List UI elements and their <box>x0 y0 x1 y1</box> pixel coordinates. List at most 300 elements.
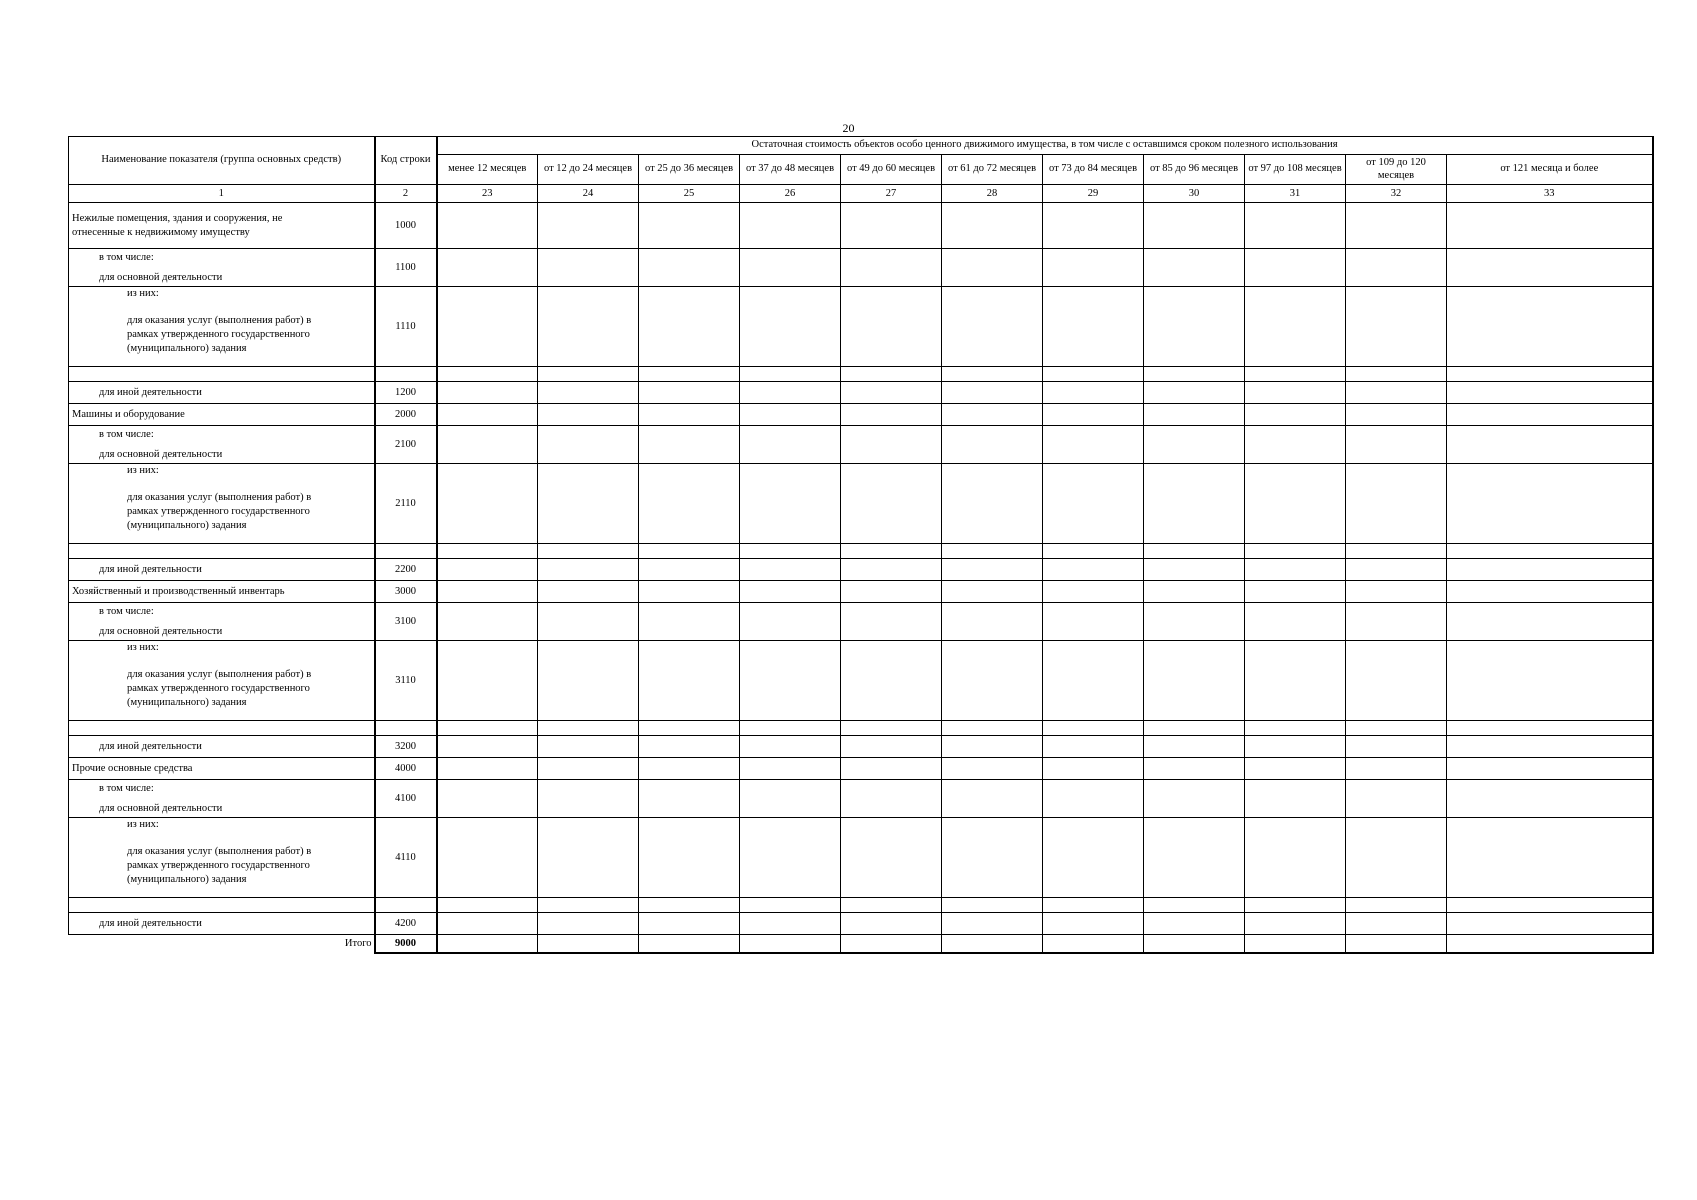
value-cell[interactable] <box>437 780 538 818</box>
value-cell[interactable] <box>1346 736 1447 758</box>
row-code: 4100 <box>375 780 437 818</box>
value-cell[interactable] <box>1447 818 1653 898</box>
value-cell[interactable] <box>437 581 538 603</box>
value-cell[interactable] <box>942 913 1043 935</box>
value-cell[interactable] <box>1144 203 1245 249</box>
row-code: 1200 <box>375 382 437 404</box>
total-value-cell[interactable] <box>1346 935 1447 954</box>
value-cell[interactable] <box>740 736 841 758</box>
total-value-cell[interactable] <box>740 935 841 954</box>
value-cell[interactable] <box>740 581 841 603</box>
value-cell[interactable] <box>639 581 740 603</box>
total-value-cell[interactable] <box>841 935 942 954</box>
value-cell[interactable] <box>1144 898 1245 913</box>
header-period-2: от 12 до 24 месяцев <box>538 155 639 185</box>
value-cell[interactable] <box>1043 559 1144 581</box>
value-cell[interactable] <box>1245 898 1346 913</box>
row-name-line: из них: <box>127 642 159 653</box>
value-cell[interactable] <box>841 603 942 641</box>
value-cell[interactable] <box>1144 913 1245 935</box>
row-indicator-name <box>69 603 375 641</box>
value-cell[interactable] <box>1245 544 1346 559</box>
value-cell[interactable] <box>538 581 639 603</box>
value-cell[interactable] <box>639 559 740 581</box>
value-cell[interactable] <box>942 641 1043 721</box>
value-cell[interactable] <box>639 249 740 287</box>
value-cell[interactable] <box>841 404 942 426</box>
row-code: 2000 <box>375 404 437 426</box>
value-cell[interactable] <box>1346 641 1447 721</box>
value-cell[interactable] <box>437 426 538 464</box>
value-cell[interactable] <box>1346 382 1447 404</box>
value-cell[interactable] <box>1043 736 1144 758</box>
value-cell[interactable] <box>1144 404 1245 426</box>
value-cell[interactable] <box>1245 559 1346 581</box>
value-cell[interactable] <box>942 382 1043 404</box>
value-cell[interactable] <box>942 603 1043 641</box>
value-cell[interactable] <box>1043 544 1144 559</box>
value-cell[interactable] <box>841 203 942 249</box>
header-row-code: Код строки <box>375 137 437 185</box>
value-cell[interactable] <box>841 544 942 559</box>
value-cell[interactable] <box>538 382 639 404</box>
value-cell[interactable] <box>942 818 1043 898</box>
value-cell[interactable] <box>1245 758 1346 780</box>
row-name-line: для оказания услуг (выполнения работ) в <box>127 492 312 504</box>
value-cell[interactable] <box>639 464 740 544</box>
value-cell[interactable] <box>538 559 639 581</box>
total-value-cell[interactable] <box>538 935 639 954</box>
row-name-line <box>127 832 371 846</box>
value-cell[interactable] <box>942 464 1043 544</box>
value-cell[interactable] <box>437 913 538 935</box>
table-row <box>69 603 1653 641</box>
value-cell[interactable] <box>1245 287 1346 367</box>
row-indicator-name <box>69 382 375 404</box>
value-cell[interactable] <box>1043 913 1144 935</box>
value-cell[interactable] <box>437 249 538 287</box>
value-cell[interactable] <box>1245 641 1346 721</box>
row-name-line: для иной деятельности <box>99 740 202 752</box>
residual-value-table <box>68 136 1654 954</box>
total-value-cell[interactable] <box>1043 935 1144 954</box>
value-cell[interactable] <box>1144 736 1245 758</box>
value-cell[interactable] <box>1043 287 1144 367</box>
value-cell[interactable] <box>1346 464 1447 544</box>
value-cell[interactable] <box>841 736 942 758</box>
value-cell[interactable] <box>639 641 740 721</box>
value-cell[interactable] <box>942 758 1043 780</box>
value-cell[interactable] <box>841 898 942 913</box>
value-cell[interactable] <box>639 603 740 641</box>
value-cell[interactable] <box>639 758 740 780</box>
row-indicator-name <box>69 721 375 736</box>
value-cell[interactable] <box>1346 249 1447 287</box>
value-cell[interactable] <box>1346 559 1447 581</box>
value-cell[interactable] <box>437 641 538 721</box>
value-cell[interactable] <box>538 641 639 721</box>
value-cell[interactable] <box>1043 758 1144 780</box>
value-cell[interactable] <box>740 249 841 287</box>
value-cell[interactable] <box>437 367 538 382</box>
value-cell[interactable] <box>740 603 841 641</box>
value-cell[interactable] <box>740 287 841 367</box>
total-row <box>69 935 1653 954</box>
value-cell[interactable] <box>1144 721 1245 736</box>
value-cell[interactable] <box>1043 367 1144 382</box>
value-cell[interactable] <box>740 758 841 780</box>
value-cell[interactable] <box>1043 898 1144 913</box>
value-cell[interactable] <box>1245 721 1346 736</box>
spacer-row <box>69 367 1653 382</box>
value-cell[interactable] <box>841 559 942 581</box>
value-cell[interactable] <box>1245 464 1346 544</box>
value-cell[interactable] <box>538 721 639 736</box>
value-cell[interactable] <box>1447 603 1653 641</box>
total-value-cell[interactable] <box>1245 935 1346 954</box>
table-row <box>69 780 1653 818</box>
value-cell[interactable] <box>1245 426 1346 464</box>
value-cell[interactable] <box>1144 780 1245 818</box>
header-period-6: от 61 до 72 месяцев <box>942 155 1043 185</box>
value-cell[interactable] <box>639 898 740 913</box>
value-cell[interactable] <box>1144 464 1245 544</box>
value-cell[interactable] <box>1447 544 1653 559</box>
value-cell[interactable] <box>1447 426 1653 464</box>
value-cell[interactable] <box>942 721 1043 736</box>
column-number: 27 <box>841 185 942 203</box>
value-cell[interactable] <box>1144 249 1245 287</box>
value-cell[interactable] <box>538 203 639 249</box>
value-cell[interactable] <box>1346 287 1447 367</box>
value-cell[interactable] <box>1043 721 1144 736</box>
value-cell[interactable] <box>942 544 1043 559</box>
row-code: 4000 <box>375 758 437 780</box>
row-name-line: (муниципального) задания <box>127 873 247 885</box>
value-cell[interactable] <box>437 603 538 641</box>
value-cell[interactable] <box>1346 818 1447 898</box>
row-indicator-name <box>69 367 375 382</box>
value-cell[interactable] <box>1144 818 1245 898</box>
row-indicator-name <box>69 544 375 559</box>
value-cell[interactable] <box>1245 818 1346 898</box>
total-value-cell[interactable] <box>1447 935 1653 954</box>
table-row <box>69 736 1653 758</box>
value-cell[interactable] <box>1447 581 1653 603</box>
spacer-row <box>69 544 1653 559</box>
value-cell[interactable] <box>942 367 1043 382</box>
value-cell[interactable] <box>1346 203 1447 249</box>
header-period-9: от 97 до 108 месяцев <box>1245 155 1346 185</box>
value-cell[interactable] <box>1447 721 1653 736</box>
row-code <box>375 721 437 736</box>
value-cell[interactable] <box>942 203 1043 249</box>
value-cell[interactable] <box>942 780 1043 818</box>
value-cell[interactable] <box>1447 367 1653 382</box>
value-cell[interactable] <box>639 404 740 426</box>
value-cell[interactable] <box>1447 382 1653 404</box>
value-cell[interactable] <box>740 913 841 935</box>
row-indicator-name <box>69 559 375 581</box>
value-cell[interactable] <box>841 426 942 464</box>
value-cell[interactable] <box>538 603 639 641</box>
value-cell[interactable] <box>942 287 1043 367</box>
row-name-line: рамках утвержденного государственного <box>127 505 310 517</box>
value-cell[interactable] <box>1447 913 1653 935</box>
value-cell[interactable] <box>639 203 740 249</box>
value-cell[interactable] <box>1447 203 1653 249</box>
row-name-line: Прочие основные средства <box>72 762 193 774</box>
value-cell[interactable] <box>1346 367 1447 382</box>
value-cell[interactable] <box>740 641 841 721</box>
value-cell[interactable] <box>639 780 740 818</box>
value-cell[interactable] <box>538 913 639 935</box>
value-cell[interactable] <box>639 367 740 382</box>
column-number: 29 <box>1043 185 1144 203</box>
value-cell[interactable] <box>538 367 639 382</box>
table-row <box>69 913 1653 935</box>
table-row <box>69 404 1653 426</box>
table-row <box>69 559 1653 581</box>
value-cell[interactable] <box>1144 367 1245 382</box>
value-cell[interactable] <box>437 544 538 559</box>
value-cell[interactable] <box>1346 544 1447 559</box>
row-name-line: (муниципального) задания <box>127 696 247 708</box>
total-value-cell[interactable] <box>942 935 1043 954</box>
value-cell[interactable] <box>437 404 538 426</box>
value-cell[interactable] <box>538 818 639 898</box>
row-code <box>375 898 437 913</box>
column-number: 33 <box>1447 185 1653 203</box>
value-cell[interactable] <box>639 736 740 758</box>
header-period-10: от 109 до 120 месяцев <box>1346 155 1447 185</box>
value-cell[interactable] <box>1144 544 1245 559</box>
value-cell[interactable] <box>437 382 538 404</box>
value-cell[interactable] <box>437 721 538 736</box>
value-cell[interactable] <box>1144 581 1245 603</box>
value-cell[interactable] <box>437 287 538 367</box>
value-cell[interactable] <box>942 426 1043 464</box>
row-code: 3000 <box>375 581 437 603</box>
value-cell[interactable] <box>841 758 942 780</box>
value-cell[interactable] <box>841 249 942 287</box>
row-code: 2200 <box>375 559 437 581</box>
value-cell[interactable] <box>942 404 1043 426</box>
value-cell[interactable] <box>1245 780 1346 818</box>
value-cell[interactable] <box>740 721 841 736</box>
value-cell[interactable] <box>538 780 639 818</box>
value-cell[interactable] <box>538 249 639 287</box>
value-cell[interactable] <box>538 898 639 913</box>
row-indicator-name <box>69 898 375 913</box>
value-cell[interactable] <box>538 287 639 367</box>
value-cell[interactable] <box>841 913 942 935</box>
value-cell[interactable] <box>1144 603 1245 641</box>
value-cell[interactable] <box>1447 780 1653 818</box>
row-name-line <box>127 655 371 669</box>
value-cell[interactable] <box>1043 203 1144 249</box>
value-cell[interactable] <box>1043 581 1144 603</box>
spacer-row <box>69 721 1653 736</box>
value-cell[interactable] <box>1346 780 1447 818</box>
value-cell[interactable] <box>1245 736 1346 758</box>
value-cell[interactable] <box>1144 287 1245 367</box>
value-cell[interactable] <box>1346 581 1447 603</box>
total-value-cell[interactable] <box>437 935 538 954</box>
value-cell[interactable] <box>740 559 841 581</box>
value-cell[interactable] <box>841 641 942 721</box>
row-indicator-name <box>69 203 375 249</box>
row-name-line: из них: <box>127 465 159 476</box>
row-code: 1100 <box>375 249 437 287</box>
row-name-line: для иной деятельности <box>99 386 202 398</box>
value-cell[interactable] <box>841 464 942 544</box>
row-name-line: из них: <box>127 288 159 299</box>
value-cell[interactable] <box>1144 382 1245 404</box>
column-number: 25 <box>639 185 740 203</box>
table-row <box>69 641 1653 721</box>
value-cell[interactable] <box>639 382 740 404</box>
value-cell[interactable] <box>841 382 942 404</box>
value-cell[interactable] <box>437 736 538 758</box>
value-cell[interactable] <box>1245 249 1346 287</box>
value-cell[interactable] <box>841 287 942 367</box>
value-cell[interactable] <box>1447 249 1653 287</box>
table-row <box>69 382 1653 404</box>
value-cell[interactable] <box>1447 559 1653 581</box>
row-indicator-name <box>69 249 375 287</box>
value-cell[interactable] <box>1043 603 1144 641</box>
value-cell[interactable] <box>1245 581 1346 603</box>
value-cell[interactable] <box>1447 404 1653 426</box>
value-cell[interactable] <box>1346 913 1447 935</box>
value-cell[interactable] <box>538 758 639 780</box>
value-cell[interactable] <box>740 464 841 544</box>
value-cell[interactable] <box>740 367 841 382</box>
spacer-row <box>69 898 1653 913</box>
total-value-cell[interactable] <box>1144 935 1245 954</box>
value-cell[interactable] <box>1043 249 1144 287</box>
row-name-line: для основной деятельности <box>99 802 223 814</box>
value-cell[interactable] <box>1447 641 1653 721</box>
value-cell[interactable] <box>1447 464 1653 544</box>
value-cell[interactable] <box>437 464 538 544</box>
value-cell[interactable] <box>942 249 1043 287</box>
value-cell[interactable] <box>437 898 538 913</box>
value-cell[interactable] <box>740 898 841 913</box>
total-value-cell[interactable] <box>639 935 740 954</box>
value-cell[interactable] <box>841 780 942 818</box>
value-cell[interactable] <box>942 898 1043 913</box>
value-cell[interactable] <box>1043 464 1144 544</box>
value-cell[interactable] <box>1144 641 1245 721</box>
value-cell[interactable] <box>1245 404 1346 426</box>
value-cell[interactable] <box>538 404 639 426</box>
value-cell[interactable] <box>437 818 538 898</box>
value-cell[interactable] <box>1447 736 1653 758</box>
value-cell[interactable] <box>437 758 538 780</box>
row-name-line: для оказания услуг (выполнения работ) в <box>127 846 312 858</box>
page-number: 20 <box>842 121 855 135</box>
value-cell[interactable] <box>1043 426 1144 464</box>
value-cell[interactable] <box>1043 641 1144 721</box>
value-cell[interactable] <box>841 721 942 736</box>
value-cell[interactable] <box>1346 426 1447 464</box>
value-cell[interactable] <box>1043 780 1144 818</box>
value-cell[interactable] <box>437 203 538 249</box>
value-cell[interactable] <box>1245 203 1346 249</box>
value-cell[interactable] <box>1447 898 1653 913</box>
value-cell[interactable] <box>639 287 740 367</box>
value-cell[interactable] <box>740 818 841 898</box>
value-cell[interactable] <box>1144 426 1245 464</box>
column-number: 26 <box>740 185 841 203</box>
value-cell[interactable] <box>740 426 841 464</box>
header-period-1: менее 12 месяцев <box>437 155 538 185</box>
row-indicator-name <box>69 780 375 818</box>
value-cell[interactable] <box>639 544 740 559</box>
value-cell[interactable] <box>1245 913 1346 935</box>
header-period-11: от 121 месяца и более <box>1447 155 1653 185</box>
value-cell[interactable] <box>740 544 841 559</box>
value-cell[interactable] <box>538 736 639 758</box>
value-cell[interactable] <box>740 382 841 404</box>
value-cell[interactable] <box>841 818 942 898</box>
value-cell[interactable] <box>740 404 841 426</box>
value-cell[interactable] <box>1346 721 1447 736</box>
row-code: 4200 <box>375 913 437 935</box>
value-cell[interactable] <box>1346 758 1447 780</box>
value-cell[interactable] <box>841 367 942 382</box>
value-cell[interactable] <box>639 721 740 736</box>
value-cell[interactable] <box>1447 287 1653 367</box>
row-name-line: Нежилые помещения, здания и сооружения, не <box>72 212 283 224</box>
value-cell[interactable] <box>1245 367 1346 382</box>
table-row <box>69 287 1653 367</box>
value-cell[interactable] <box>639 426 740 464</box>
value-cell[interactable] <box>1043 404 1144 426</box>
value-cell[interactable] <box>1346 603 1447 641</box>
value-cell[interactable] <box>1144 758 1245 780</box>
value-cell[interactable] <box>437 559 538 581</box>
row-name-line: в том числе: <box>99 782 154 794</box>
value-cell[interactable] <box>740 780 841 818</box>
value-cell[interactable] <box>1447 758 1653 780</box>
value-cell[interactable] <box>1346 404 1447 426</box>
row-code: 1110 <box>375 287 437 367</box>
value-cell[interactable] <box>740 203 841 249</box>
value-cell[interactable] <box>841 581 942 603</box>
value-cell[interactable] <box>1144 559 1245 581</box>
value-cell[interactable] <box>639 913 740 935</box>
value-cell[interactable] <box>942 736 1043 758</box>
value-cell[interactable] <box>1043 818 1144 898</box>
value-cell[interactable] <box>1245 382 1346 404</box>
value-cell[interactable] <box>538 544 639 559</box>
row-name-line <box>127 301 371 315</box>
value-cell[interactable] <box>1245 603 1346 641</box>
header-residual-value-group: Остаточная стоимость объектов особо ценного движимого имущества, в том числе с оставшимся сроком полезного использования <box>437 137 1653 155</box>
value-cell[interactable] <box>538 464 639 544</box>
row-name-line: (муниципального) задания <box>127 519 247 531</box>
value-cell[interactable] <box>1043 382 1144 404</box>
row-indicator-name <box>69 287 375 367</box>
value-cell[interactable] <box>639 818 740 898</box>
value-cell[interactable] <box>538 426 639 464</box>
value-cell[interactable] <box>1346 898 1447 913</box>
value-cell[interactable] <box>942 559 1043 581</box>
value-cell[interactable] <box>942 581 1043 603</box>
